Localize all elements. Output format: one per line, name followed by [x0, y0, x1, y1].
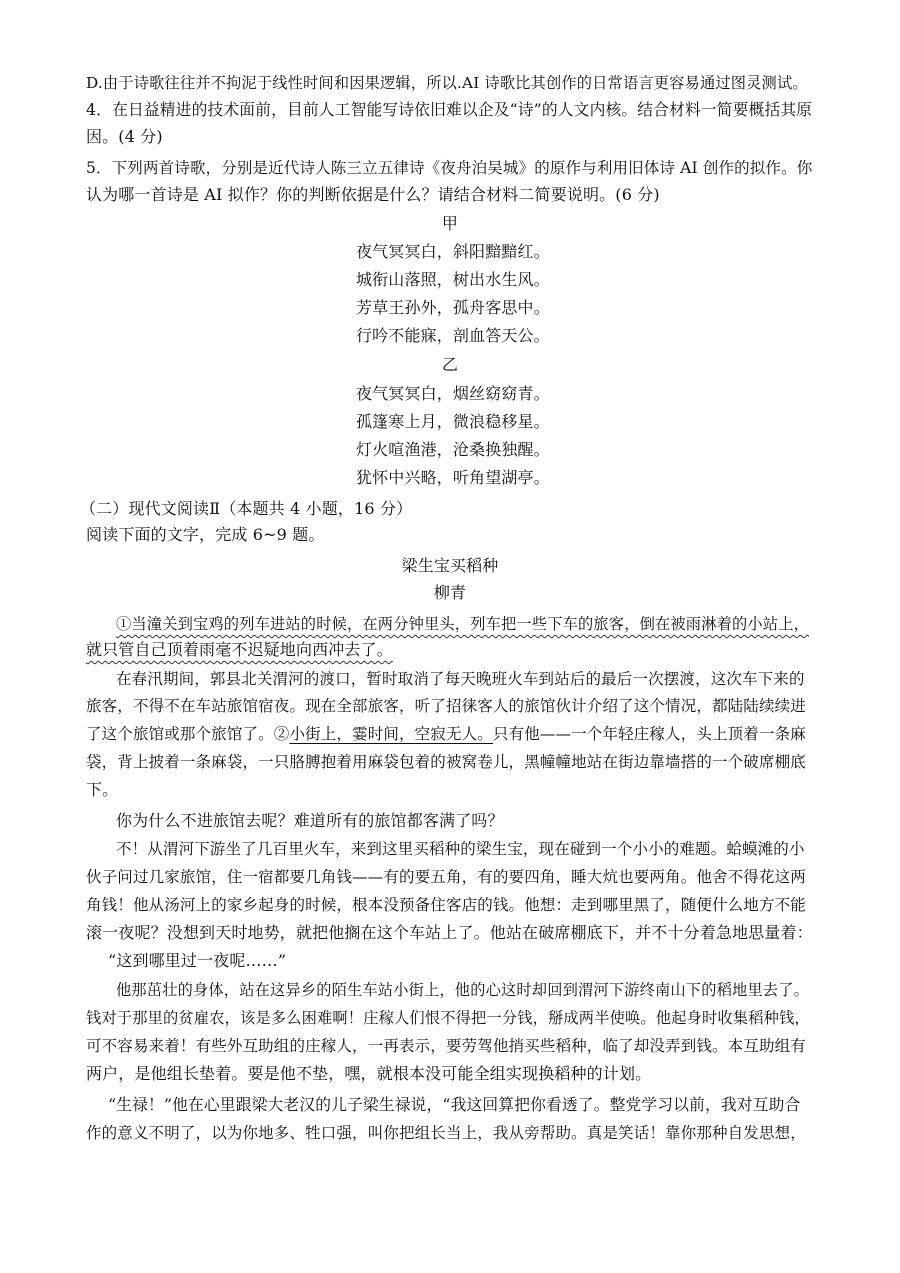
poem-b-label: 乙	[441, 355, 459, 374]
question-4-line-1: 4．在日益精进的技术面前，目前人工智能写诗依旧难以企及“诗”的人文内核。结合材料一简要概括其原	[86, 100, 813, 119]
paragraph-5: “这到哪里过一夜呢……”	[108, 951, 287, 970]
poem-b-line-3: 灯火喧渔港，沧桑换独醒。	[356, 440, 550, 459]
question-4-line-2: 因。(4 分)	[86, 127, 163, 146]
poem-b-line-4: 犹怀中兴略，听角望湖亭。	[356, 468, 550, 487]
wavy-underlined-text: 就只管自己顶着雨毫不迟疑地向西冲去了。	[86, 640, 393, 659]
paragraph-6-line-3: 可不容易来着！有些外互助组的庄稼人，一再表示，要劳驾他捎买些稻种，临了却没弄到钱。本互助组有	[86, 1037, 806, 1055]
section-2-instruction: 阅读下面的文字，完成 6~9 题。	[86, 525, 325, 544]
text-segment: 了这个旅馆或那个旅馆了。②	[86, 725, 290, 743]
paragraph-2-line-5: 下。	[86, 780, 119, 799]
question-5-line-2: 认为哪一首诗是 AI 拟作？你的判断依据是什么？请结合材料二简要说明。(6 分)	[86, 185, 660, 204]
poem-b-line-1: 夜气冥冥白，烟丝窈窈青。	[356, 384, 550, 403]
paragraph-4-line-3: 角钱！他从汤河上的家乡起身的时候，根本没预备住客店的钱。他想：走到哪里黑了，随便什么地方不能	[86, 896, 806, 914]
poem-a-line-1: 夜气冥冥白，斜阳黯黯红。	[356, 242, 550, 261]
story-title: 梁生宝买稻种	[401, 556, 499, 575]
underlined-sentence: 小街上，霎时间，空寂无人。	[289, 725, 493, 743]
question-5-line-1: 5．下列两首诗歌，分别是近代诗人陈三立五律诗《夜舟泊吴城》的原作与利用旧体诗 AI 创作的拟作。你	[86, 159, 813, 177]
question-3-option-d: D.由于诗歌往往并不拘泥于线性时间和因果逻辑，所以.AI 诗歌比其创作的日常语言更容易通过图灵测试。	[86, 74, 808, 92]
poem-a-line-2: 城衔山落照，树出水生风。	[356, 270, 550, 289]
paragraph-4-line-4: 滚一夜呢？没想到天时地势，就把他搁在这个车站上了。他站在破席棚底下，并不十分着急地思量着：	[86, 923, 813, 942]
poem-a-line-4: 行吟不能寐，剖血答天公。	[356, 326, 550, 345]
paragraph-1-line-1	[116, 613, 814, 635]
paragraph-6-line-1: 他那茁壮的身体，站在这异乡的陌生车站小街上，他的心这时却回到渭河下游终南山下的稻地里去了。	[116, 981, 809, 999]
poem-b-line-2: 孤篷寒上月，微浪稳移星。	[356, 412, 550, 431]
paragraph-3: 你为什么不进旅馆去呢？难道所有的旅馆都客满了吗？	[116, 811, 504, 830]
paragraph-2-line-4: 袋，背上披着一条麻袋，一只胳膊抱着用麻袋包着的被窝卷儿，黑幢幢地站在街边靠墙搭的一个破席棚底	[86, 753, 806, 771]
paragraph-1-line-2	[86, 639, 814, 661]
paragraph-6-line-4: 两户，是他组长垫着。要是他不垫，嘿，就根本没可能全组实现换稻种的计划。	[86, 1064, 652, 1083]
wavy-underlined-text: ①当潼关到宝鸡的列车进站的时候，在两分钟里头，列车把一些下车的旅客，倒在被雨淋着的小站上，	[116, 615, 809, 633]
paragraph-6-line-2: 钱对于那里的贫雇农，该是多么困难啊！庄稼人们恨不得把一分钱，掰成两半使唤。他起身时收集稻种钱，	[86, 1009, 810, 1027]
poem-a-line-3: 芳草王孙外，孤舟客思中。	[356, 298, 550, 317]
paragraph-4-line-1: 不！从渭河下游坐了几百里火车，来到这里买稻种的梁生宝，现在碰到一个小小的难题。蛤蟆滩的小	[116, 840, 805, 858]
paragraph-2-line-2: 旅客，不得不在车站旅馆宿夜。现在全部旅客，听了招徕客人的旅馆伙计介绍了这个情况，都陆陆续续进	[86, 697, 806, 715]
paragraph-4-line-2: 伙子问过几家旅馆，住一宿都要几角钱——有的要五角，有的要四角，睡大炕也要两角。他舍不得花这两	[86, 868, 806, 886]
section-2-heading: （二）现代文阅读Ⅱ（本题共 4 小题，16 分）	[80, 499, 413, 518]
paragraph-2-line-1: 在春汛期间，郭县北关渭河的渡口，暂时取消了每天晚班火车到站后的最后一次摆渡，这次车下来的	[116, 670, 805, 688]
story-author: 柳青	[433, 583, 467, 602]
text-segment: 只有他——一个年轻庄稼人，头上顶着一条麻	[492, 725, 806, 743]
poem-a-label: 甲	[441, 214, 459, 233]
paragraph-7-line-1: “生禄！”他在心里跟梁大老汉的儿子梁生禄说，“我这回算把你看透了。整党学习以前，我对互助合	[108, 1095, 801, 1114]
paragraph-2-line-3	[86, 723, 814, 745]
paragraph-7-line-2: 作的意义不明了，以为你地多、牲口强，叫你把组长当上，我从旁帮助。真是笑话！靠你那种自发思想，	[86, 1124, 806, 1142]
